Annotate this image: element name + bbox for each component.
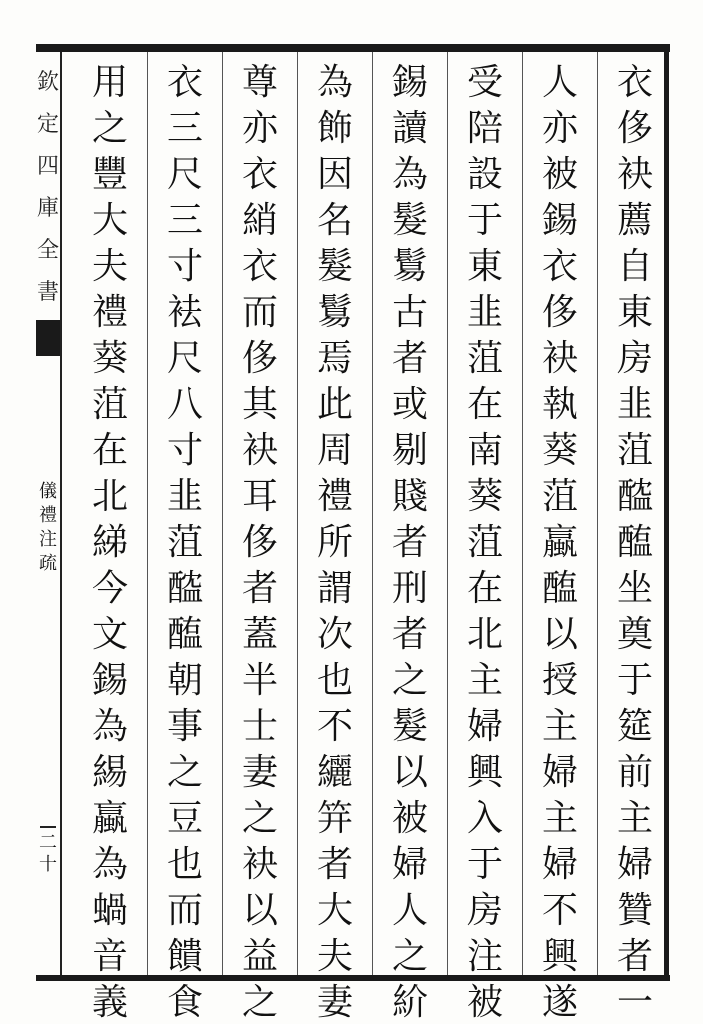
- column-char: 受: [466, 62, 503, 103]
- column-char: 者: [391, 522, 428, 563]
- column-char: 此: [316, 384, 353, 425]
- column-char: 周: [316, 430, 353, 471]
- column-char: 夫: [316, 936, 353, 977]
- column-char: 所: [316, 522, 353, 563]
- column-char: 薦: [616, 200, 653, 241]
- column-char: 醓: [166, 568, 203, 609]
- column-char: 蠃: [91, 798, 128, 839]
- column-char: 菹: [541, 476, 578, 517]
- column-char: 髮: [391, 706, 428, 747]
- column-char: 尊: [241, 62, 278, 103]
- fish-tail-mark: [36, 320, 60, 356]
- column-char: 緆: [91, 752, 128, 793]
- column-char: 益: [241, 936, 278, 977]
- column-char: 東: [616, 292, 653, 333]
- column-char: 注: [466, 936, 503, 977]
- column-divider: [147, 52, 148, 975]
- column-char: 為: [91, 844, 128, 885]
- column-char: 醓: [616, 476, 653, 517]
- margin-page-number: [36, 832, 60, 876]
- column-char: 主: [541, 798, 578, 839]
- column-char: 鬄: [316, 292, 353, 333]
- column-char: 主: [466, 660, 503, 701]
- column-char: 為: [316, 62, 353, 103]
- column-char: 北: [91, 476, 128, 517]
- column-char: 也: [166, 844, 203, 885]
- column-char: 錫: [391, 62, 428, 103]
- column-char: 袪: [166, 292, 203, 333]
- column-char: 之: [166, 752, 203, 793]
- column-char: 衣: [541, 246, 578, 287]
- column-char: 菹: [466, 338, 503, 379]
- column-char: 主: [616, 798, 653, 839]
- column-char: 房: [466, 890, 503, 931]
- column-char: 其: [241, 384, 278, 425]
- page-margin: [36, 52, 60, 975]
- column-char: 髮: [316, 246, 353, 287]
- fish-tail-notch: [36, 356, 60, 362]
- column-char: 鬄: [391, 246, 428, 287]
- column-char: 錫: [541, 200, 578, 241]
- column-char: 剔: [391, 430, 428, 471]
- column-char: 刑: [391, 568, 428, 609]
- column-char: 者: [616, 936, 653, 977]
- column-char: 耳: [241, 476, 278, 517]
- column-char: 衣: [616, 62, 653, 103]
- column-char: 奠: [616, 614, 653, 655]
- column-char: 賤: [391, 476, 428, 517]
- column-char: 菹: [166, 522, 203, 563]
- column-char: 一: [616, 982, 653, 1023]
- column-char: 也: [316, 660, 353, 701]
- column-char: 妻: [241, 752, 278, 793]
- column-char: 食: [166, 982, 203, 1023]
- column-char: 衣: [241, 154, 278, 195]
- column-char: 文: [91, 614, 128, 655]
- margin-book-char: 禮: [39, 505, 57, 526]
- column-char: 蠃: [541, 522, 578, 563]
- column-char: 古: [391, 292, 428, 333]
- column-char: 在: [466, 384, 503, 425]
- column-char: 袂: [541, 338, 578, 379]
- column-char: 筵: [616, 706, 653, 747]
- column-char: 笄: [316, 798, 353, 839]
- column-char: 者: [241, 568, 278, 609]
- margin-book-char: 疏: [39, 553, 57, 574]
- column-char: 不: [316, 706, 353, 747]
- column-divider: [222, 52, 223, 975]
- text-column: [380, 60, 440, 1026]
- text-column: [530, 60, 590, 1026]
- column-char: 婦: [466, 706, 503, 747]
- text-column: [155, 60, 215, 1026]
- column-divider: [447, 52, 448, 975]
- column-char: 為: [391, 154, 428, 195]
- column-char: 之: [241, 798, 278, 839]
- column-char: 葵: [466, 476, 503, 517]
- column-char: 焉: [316, 338, 353, 379]
- column-char: 朝: [166, 660, 203, 701]
- column-divider: [597, 52, 598, 975]
- column-char: 于: [616, 660, 653, 701]
- column-char: 次: [316, 614, 353, 655]
- column-char: 興: [466, 752, 503, 793]
- margin-series-title: [36, 62, 60, 314]
- margin-page-number-char: 二: [39, 832, 57, 853]
- column-char: 名: [316, 200, 353, 241]
- column-char: 南: [466, 430, 503, 471]
- column-char: 葵: [91, 338, 128, 379]
- margin-book-char: 儀: [39, 481, 57, 502]
- column-char: 韭: [466, 292, 503, 333]
- column-char: 豆: [166, 798, 203, 839]
- column-char: 自: [616, 246, 653, 287]
- text-column: [455, 60, 515, 1026]
- column-char: 半: [241, 660, 278, 701]
- column-char: 袂: [241, 844, 278, 885]
- column-char: 被: [541, 154, 578, 195]
- column-char: 之: [391, 660, 428, 701]
- column-char: 讀: [391, 108, 428, 149]
- column-char: 髮: [391, 200, 428, 241]
- column-char: 興: [541, 936, 578, 977]
- column-divider: [522, 52, 523, 975]
- column-char: 坐: [616, 568, 653, 609]
- column-char: 執: [541, 384, 578, 425]
- column-char: 以: [391, 752, 428, 793]
- column-char: 衣: [166, 62, 203, 103]
- margin-title-char: 欽: [36, 70, 59, 95]
- column-char: 在: [466, 568, 503, 609]
- column-char: 因: [316, 154, 353, 195]
- column-char: 亦: [541, 108, 578, 149]
- column-char: 被: [391, 798, 428, 839]
- column-char: 醢: [616, 522, 653, 563]
- column-char: 菹: [91, 384, 128, 425]
- column-char: 設: [466, 154, 503, 195]
- text-column: [230, 60, 290, 1026]
- column-char: 者: [391, 614, 428, 655]
- column-char: 贊: [616, 890, 653, 931]
- column-char: 禮: [91, 292, 128, 333]
- column-char: 或: [391, 384, 428, 425]
- column-char: 尺: [166, 338, 203, 379]
- column-divider: [297, 52, 298, 975]
- column-char: 于: [466, 844, 503, 885]
- margin-title-char: 四: [36, 154, 59, 179]
- column-char: 菹: [616, 430, 653, 471]
- column-char: 菹: [466, 522, 503, 563]
- column-char: 被: [466, 982, 503, 1023]
- column-char: 東: [466, 246, 503, 287]
- column-char: 婦: [616, 844, 653, 885]
- column-char: 士: [241, 706, 278, 747]
- column-char: 之: [241, 982, 278, 1023]
- column-char: 婦: [391, 844, 428, 885]
- column-char: 入: [466, 798, 503, 839]
- column-char: 韭: [166, 476, 203, 517]
- column-char: 而: [166, 890, 203, 931]
- column-char: 飾: [316, 108, 353, 149]
- column-char: 饋: [166, 936, 203, 977]
- column-char: 以: [241, 890, 278, 931]
- column-char: 婦: [541, 844, 578, 885]
- column-char: 侈: [241, 522, 278, 563]
- column-char: 衣: [241, 246, 278, 287]
- column-char: 謂: [316, 568, 353, 609]
- column-char: 纚: [316, 752, 353, 793]
- column-char: 人: [391, 890, 428, 931]
- margin-book-char: 注: [39, 529, 57, 550]
- column-char: 韭: [616, 384, 653, 425]
- text-column: [305, 60, 365, 1026]
- column-char: 豐: [91, 154, 128, 195]
- column-char: 婦: [541, 752, 578, 793]
- column-char: 義: [91, 982, 128, 1023]
- margin-title-char: 書: [36, 280, 59, 305]
- margin-title-char: 全: [36, 238, 59, 263]
- column-char: 綈: [91, 522, 128, 563]
- margin-book-title: [36, 480, 60, 576]
- column-char: 八: [166, 384, 203, 425]
- column-char: 侈: [241, 338, 278, 379]
- column-char: 侈: [616, 108, 653, 149]
- column-char: 不: [541, 890, 578, 931]
- column-char: 亦: [241, 108, 278, 149]
- column-char: 錫: [91, 660, 128, 701]
- column-char: 主: [541, 706, 578, 747]
- column-char: 以: [541, 614, 578, 655]
- text-column: [605, 60, 665, 1026]
- column-char: 夫: [91, 246, 128, 287]
- column-char: 醢: [166, 614, 203, 655]
- column-char: 前: [616, 752, 653, 793]
- column-char: 大: [316, 890, 353, 931]
- column-char: 醢: [541, 568, 578, 609]
- column-char: 葵: [541, 430, 578, 471]
- column-char: 者: [391, 338, 428, 379]
- column-char: 寸: [166, 246, 203, 287]
- column-char: 房: [616, 338, 653, 379]
- column-char: 寸: [166, 430, 203, 471]
- column-char: 大: [91, 200, 128, 241]
- column-char: 今: [91, 568, 128, 609]
- column-char: 禮: [316, 476, 353, 517]
- text-column: [80, 60, 140, 1026]
- column-char: 用: [91, 62, 128, 103]
- column-char: 三: [166, 200, 203, 241]
- column-char: 音: [91, 936, 128, 977]
- column-char: 袂: [241, 430, 278, 471]
- column-char: 北: [466, 614, 503, 655]
- column-char: 遂: [541, 982, 578, 1023]
- column-char: 蝸: [91, 890, 128, 931]
- column-char: 之: [391, 936, 428, 977]
- column-char: 在: [91, 430, 128, 471]
- margin-page-number-char: 十: [39, 854, 57, 875]
- column-char: 蓋: [241, 614, 278, 655]
- column-char: 者: [316, 844, 353, 885]
- column-char: 妻: [316, 982, 353, 1023]
- column-char: 人: [541, 62, 578, 103]
- column-char: 于: [466, 200, 503, 241]
- page-number-rule: [40, 826, 56, 828]
- column-char: 事: [166, 706, 203, 747]
- column-char: 侈: [541, 292, 578, 333]
- column-char: 尺: [166, 154, 203, 195]
- column-char: 為: [91, 706, 128, 747]
- column-char: 而: [241, 292, 278, 333]
- column-divider: [372, 52, 373, 975]
- margin-title-char: 定: [36, 112, 59, 137]
- column-char: 紒: [391, 982, 428, 1023]
- column-char: 袂: [616, 154, 653, 195]
- column-char: 三: [166, 108, 203, 149]
- margin-title-char: 庫: [36, 196, 59, 221]
- top-border: [36, 44, 670, 52]
- column-char: 授: [541, 660, 578, 701]
- column-char: 綃: [241, 200, 278, 241]
- column-char: 陪: [466, 108, 503, 149]
- column-char: 之: [91, 108, 128, 149]
